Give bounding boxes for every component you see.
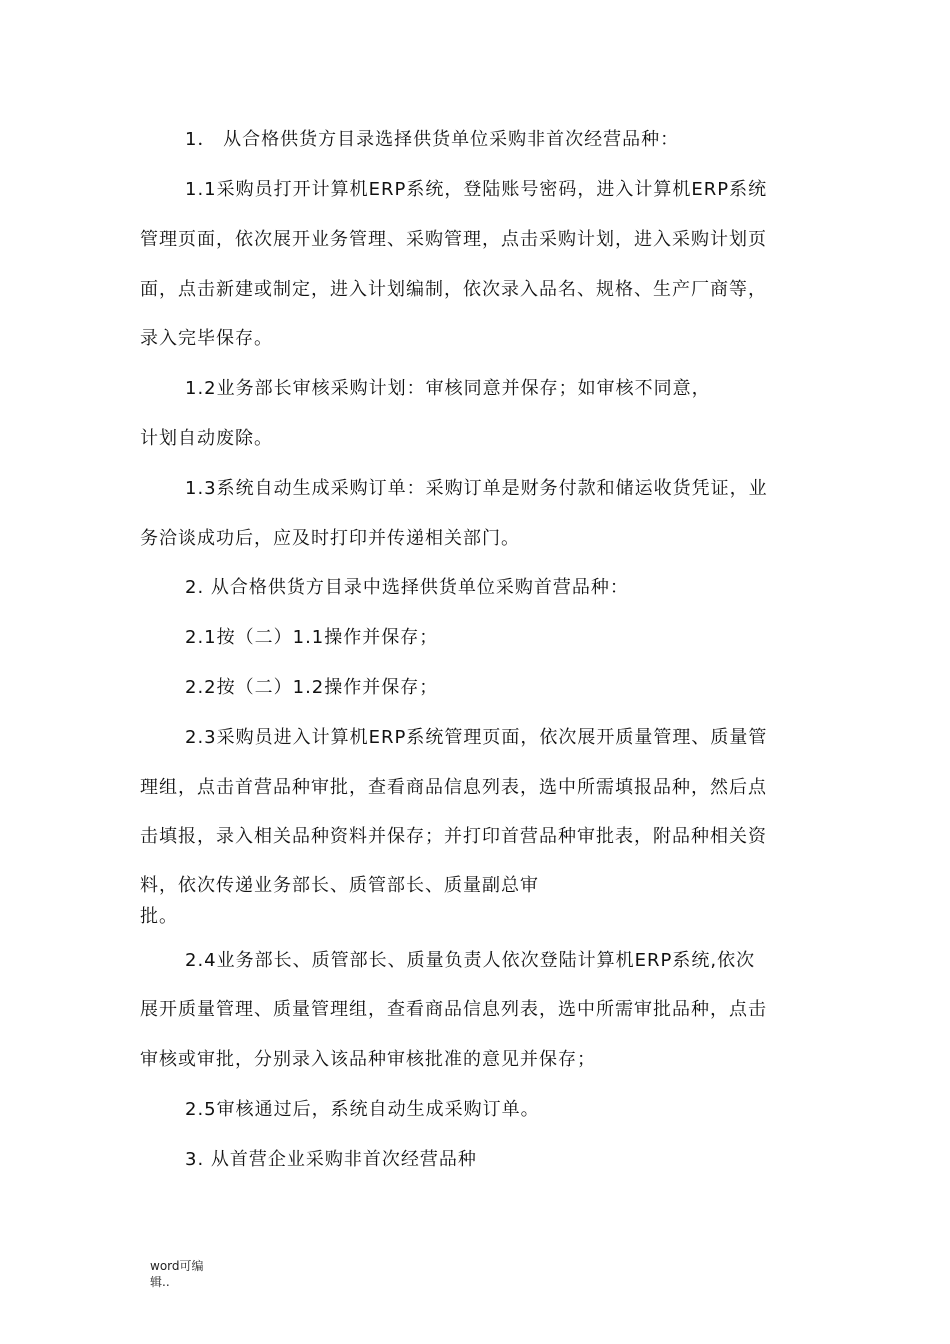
paragraph-1-1-line-1: 1.1采购员打开计算机ERP系统，登陆账号密码，进入计算机ERP系统	[185, 179, 768, 200]
paragraph-2-4-line-2: 展开质量管理、质量管理组，查看商品信息列表，选中所需审批品种，点击	[140, 999, 767, 1020]
paragraph-2-3-line-5: 批。	[140, 906, 178, 927]
footer-note	[150, 1258, 204, 1290]
paragraph-1-1-line-4: 录入完毕保存。	[140, 328, 273, 349]
heading-1: 1． 从合格供货方目录选择供货单位采购非首次经营品种：	[185, 129, 680, 150]
paragraph-1-1-line-2: 管理页面，依次展开业务管理、采购管理，点击采购计划，进入采购计划页	[140, 229, 767, 250]
footer-line-2: 辑..	[150, 1275, 170, 1289]
paragraph-2-2: 2.2按（二）1.2操作并保存；	[185, 677, 439, 698]
paragraph-2-3-line-1: 2.3采购员进入计算机ERP系统管理页面，依次展开质量管理、质量管	[185, 727, 768, 748]
paragraph-2-3-line-2: 理组，点击首营品种审批，查看商品信息列表，选中所需填报品种，然后点	[140, 777, 767, 798]
paragraph-2-4-line-3: 审核或审批，分别录入该品种审核批准的意见并保存；	[140, 1049, 596, 1070]
paragraph-2-5: 2.5审核通过后，系统自动生成采购订单。	[185, 1099, 540, 1120]
paragraph-2-4-line-1: 2.4业务部长、质管部长、质量负责人依次登陆计算机ERP系统,依次	[185, 950, 756, 971]
heading-2: 2. 从合格供货方目录中选择供货单位采购首营品种：	[185, 577, 629, 598]
paragraph-1-3-line-1: 1.3系统自动生成采购订单：采购订单是财务付款和储运收货凭证，业	[185, 478, 768, 499]
paragraph-1-3-line-2: 务洽谈成功后，应及时打印并传递相关部门。	[140, 528, 520, 549]
paragraph-2-3-line-4: 料，依次传递业务部长、质管部长、质量副总审	[140, 875, 539, 896]
paragraph-1-2-line-2: 计划自动废除。	[140, 428, 273, 449]
footer-line-1: word可编	[150, 1259, 204, 1273]
paragraph-2-1: 2.1按（二）1.1操作并保存；	[185, 627, 439, 648]
paragraph-1-2-line-1: 1.2业务部长审核采购计划：审核同意并保存；如审核不同意，	[185, 378, 711, 399]
paragraph-1-1-line-3: 面，点击新建或制定，进入计划编制，依次录入品名、规格、生产厂商等，	[140, 279, 767, 300]
heading-3: 3. 从首营企业采购非首次经营品种	[185, 1149, 477, 1170]
paragraph-2-3-line-3: 击填报，录入相关品种资料并保存；并打印首营品种审批表，附品种相关资	[140, 826, 767, 847]
